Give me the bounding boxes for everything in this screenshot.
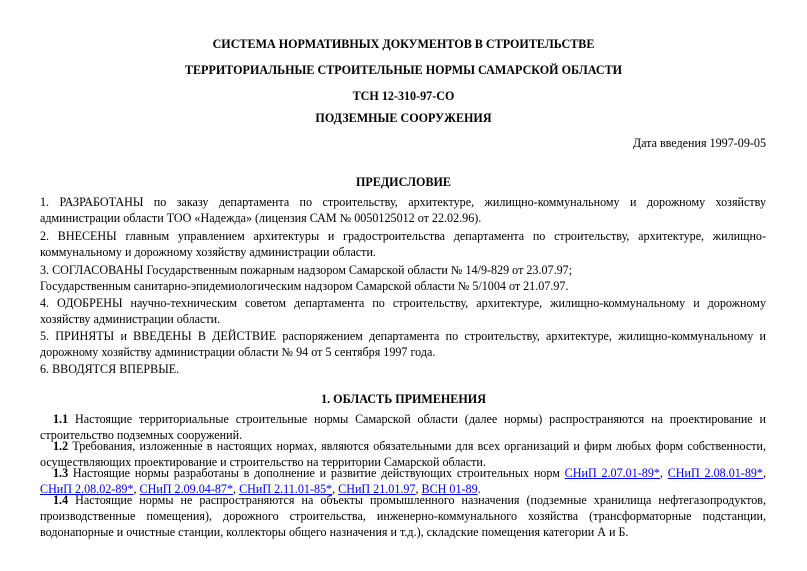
- preface-paragraph: 5. ПРИНЯТЫ и ВВЕДЕНЫ В ДЕЙСТВИЕ распоряжением департамента по строительству, архитектуре, жилищно-коммунальному и дорожному хозяйству администрации области № 94 от 5 сентября 1997 года.: [40, 329, 766, 359]
- section-heading: 1. ОБЛАСТЬ ПРИМЕНЕНИЯ: [321, 392, 486, 406]
- clause-number: 1.4: [53, 493, 69, 507]
- preface-paragraph: Государственным санитарно-эпидемиологическим надзором Самарской области № 5/1004 от 21.07.97.: [40, 279, 569, 293]
- link-snip-2-08-01-89[interactable]: СНиП 2.08.01-89*: [667, 466, 763, 480]
- link-snip-2-11-01-85[interactable]: СНиП 2.11.01-85*: [239, 482, 333, 496]
- document-title: ПОДЗЕМНЫЕ СООРУЖЕНИЯ: [315, 111, 492, 125]
- preface-p3: [40, 262, 766, 294]
- preface-p6: [40, 361, 766, 377]
- system-title: СИСТЕМА НОРМАТИВНЫХ ДОКУМЕНТОВ В СТРОИТЕЛЬСТВЕ: [212, 37, 595, 51]
- separator: ,: [659, 466, 668, 480]
- preface-p5: [40, 328, 766, 360]
- separator: ,: [415, 482, 422, 496]
- separator: ,: [233, 482, 240, 496]
- introduction-date: Дата введения 1997-09-05: [632, 136, 766, 150]
- preface-paragraph: 1. РАЗРАБОТАНЫ по заказу департамента по строительству, архитектуре, жилищно-коммунальному и дорожному хозяйству администрации области ТОО «Надежда» (лицензия САМ № 0050125012 от 22.02.96).: [40, 195, 766, 225]
- separator: ,: [332, 482, 339, 496]
- preface-heading: ПРЕДИСЛОВИЕ: [356, 175, 451, 189]
- separator: ,: [762, 466, 767, 480]
- preface-paragraph: 6. ВВОДЯТСЯ ВПЕРВЫЕ.: [40, 362, 180, 376]
- end-dot: .: [477, 482, 481, 496]
- clause-text: Настоящие нормы не распространяются на объекты промышленного назначения (подземные хранилища нефтегазопродуктов, производственные помещения), дорожного строительства, инженерно-коммунального хозяйства (трансформаторные подстанции, водонапорные и очистные станции, коллекторы общего назначения и т.д.), складские помещения категории А и Б.: [40, 493, 766, 539]
- preface-p2: [40, 228, 766, 260]
- separator: ,: [133, 482, 140, 496]
- preface-paragraph: 3. СОГЛАСОВАНЫ Государственным пожарным надзором Самарской области № 14/9-829 от 23.07.97;: [40, 263, 573, 277]
- clause-number: 1.3: [53, 466, 69, 480]
- clause-1-4: [40, 492, 766, 540]
- preface-paragraph: 2. ВНЕСЕНЫ главным управлением архитектуры и градостроительства департамента по строительству, архитектуре, жилищно-коммунальному и дорожному хозяйству администрации области.: [40, 229, 766, 259]
- preface-p1: [40, 194, 766, 226]
- norms-title: ТЕРРИТОРИАЛЬНЫЕ СТРОИТЕЛЬНЫЕ НОРМЫ САМАРСКОЙ ОБЛАСТИ: [184, 63, 623, 77]
- clause-text: Настоящие территориальные строительные нормы Самарской области (далее нормы) распространяются на проектирование и строительство подземных сооружений.: [40, 412, 766, 442]
- clause-text: Настоящие нормы разработаны в дополнение и развитие действующих строительных норм: [68, 466, 565, 480]
- link-vsn-01-89[interactable]: ВСН 01-89: [421, 482, 478, 496]
- link-snip-2-09-04-87[interactable]: СНиП 2.09.04-87*: [139, 482, 234, 496]
- clause-number: 1.1: [53, 412, 69, 426]
- document-code: ТСН 12-310-97-СО: [352, 89, 455, 103]
- preface-p4: [40, 295, 766, 327]
- clause-number: 1.2: [53, 439, 69, 453]
- clause-text: Требования, изложенные в настоящих нормах, являются обязательными для всех организаций и фирм любых форм собственности, осуществляющих проектирование и строительство на территории Самарской области.: [40, 439, 766, 469]
- link-snip-2-08-02-89[interactable]: СНиП 2.08.02-89*: [40, 482, 134, 496]
- preface-paragraph: 4. ОДОБРЕНЫ научно-техническим советом департамента по строительству, архитектуре, жилищно-коммунальному и дорожному хозяйству администрации области.: [40, 296, 766, 326]
- link-snip-21-01-97[interactable]: СНиП 21.01.97: [338, 482, 416, 496]
- link-snip-2-07-01-89[interactable]: СНиП 2.07.01-89*: [564, 466, 660, 480]
